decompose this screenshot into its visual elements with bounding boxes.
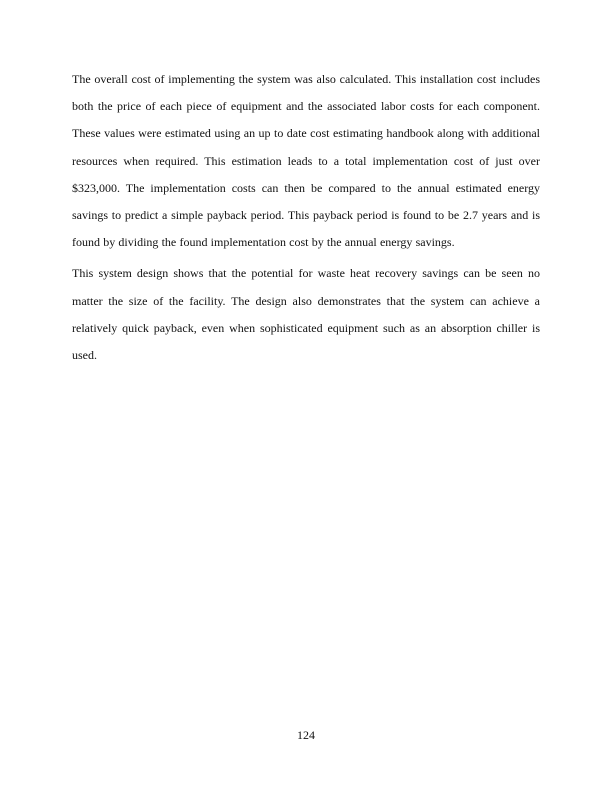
page-number: 124 — [297, 728, 315, 742]
body-text — [72, 66, 540, 373]
paragraph-implementation-cost: The overall cost of implementing the system was also calculated. This installation cost includes both the price of each piece of equipment and the associated labor costs for each component. These values were estimated using an up to date cost estimating handbook along with additional resources when required. This estimation leads to a total implementation cost of just over $323,000. The implementation costs can then be compared to the annual estimated energy savings to predict a simple payback period. This payback period is found to be 2.7 years and is found by dividing the found implementation cost by the annual energy savings. — [72, 72, 540, 250]
paragraph-system-design-summary: This system design shows that the potential for waste heat recovery savings can be seen no matter the size of the facility. The design also demonstrates that the system can achieve a relatively quick payback, even when sophisticated equipment such as an absorption chiller is used. — [72, 266, 540, 363]
